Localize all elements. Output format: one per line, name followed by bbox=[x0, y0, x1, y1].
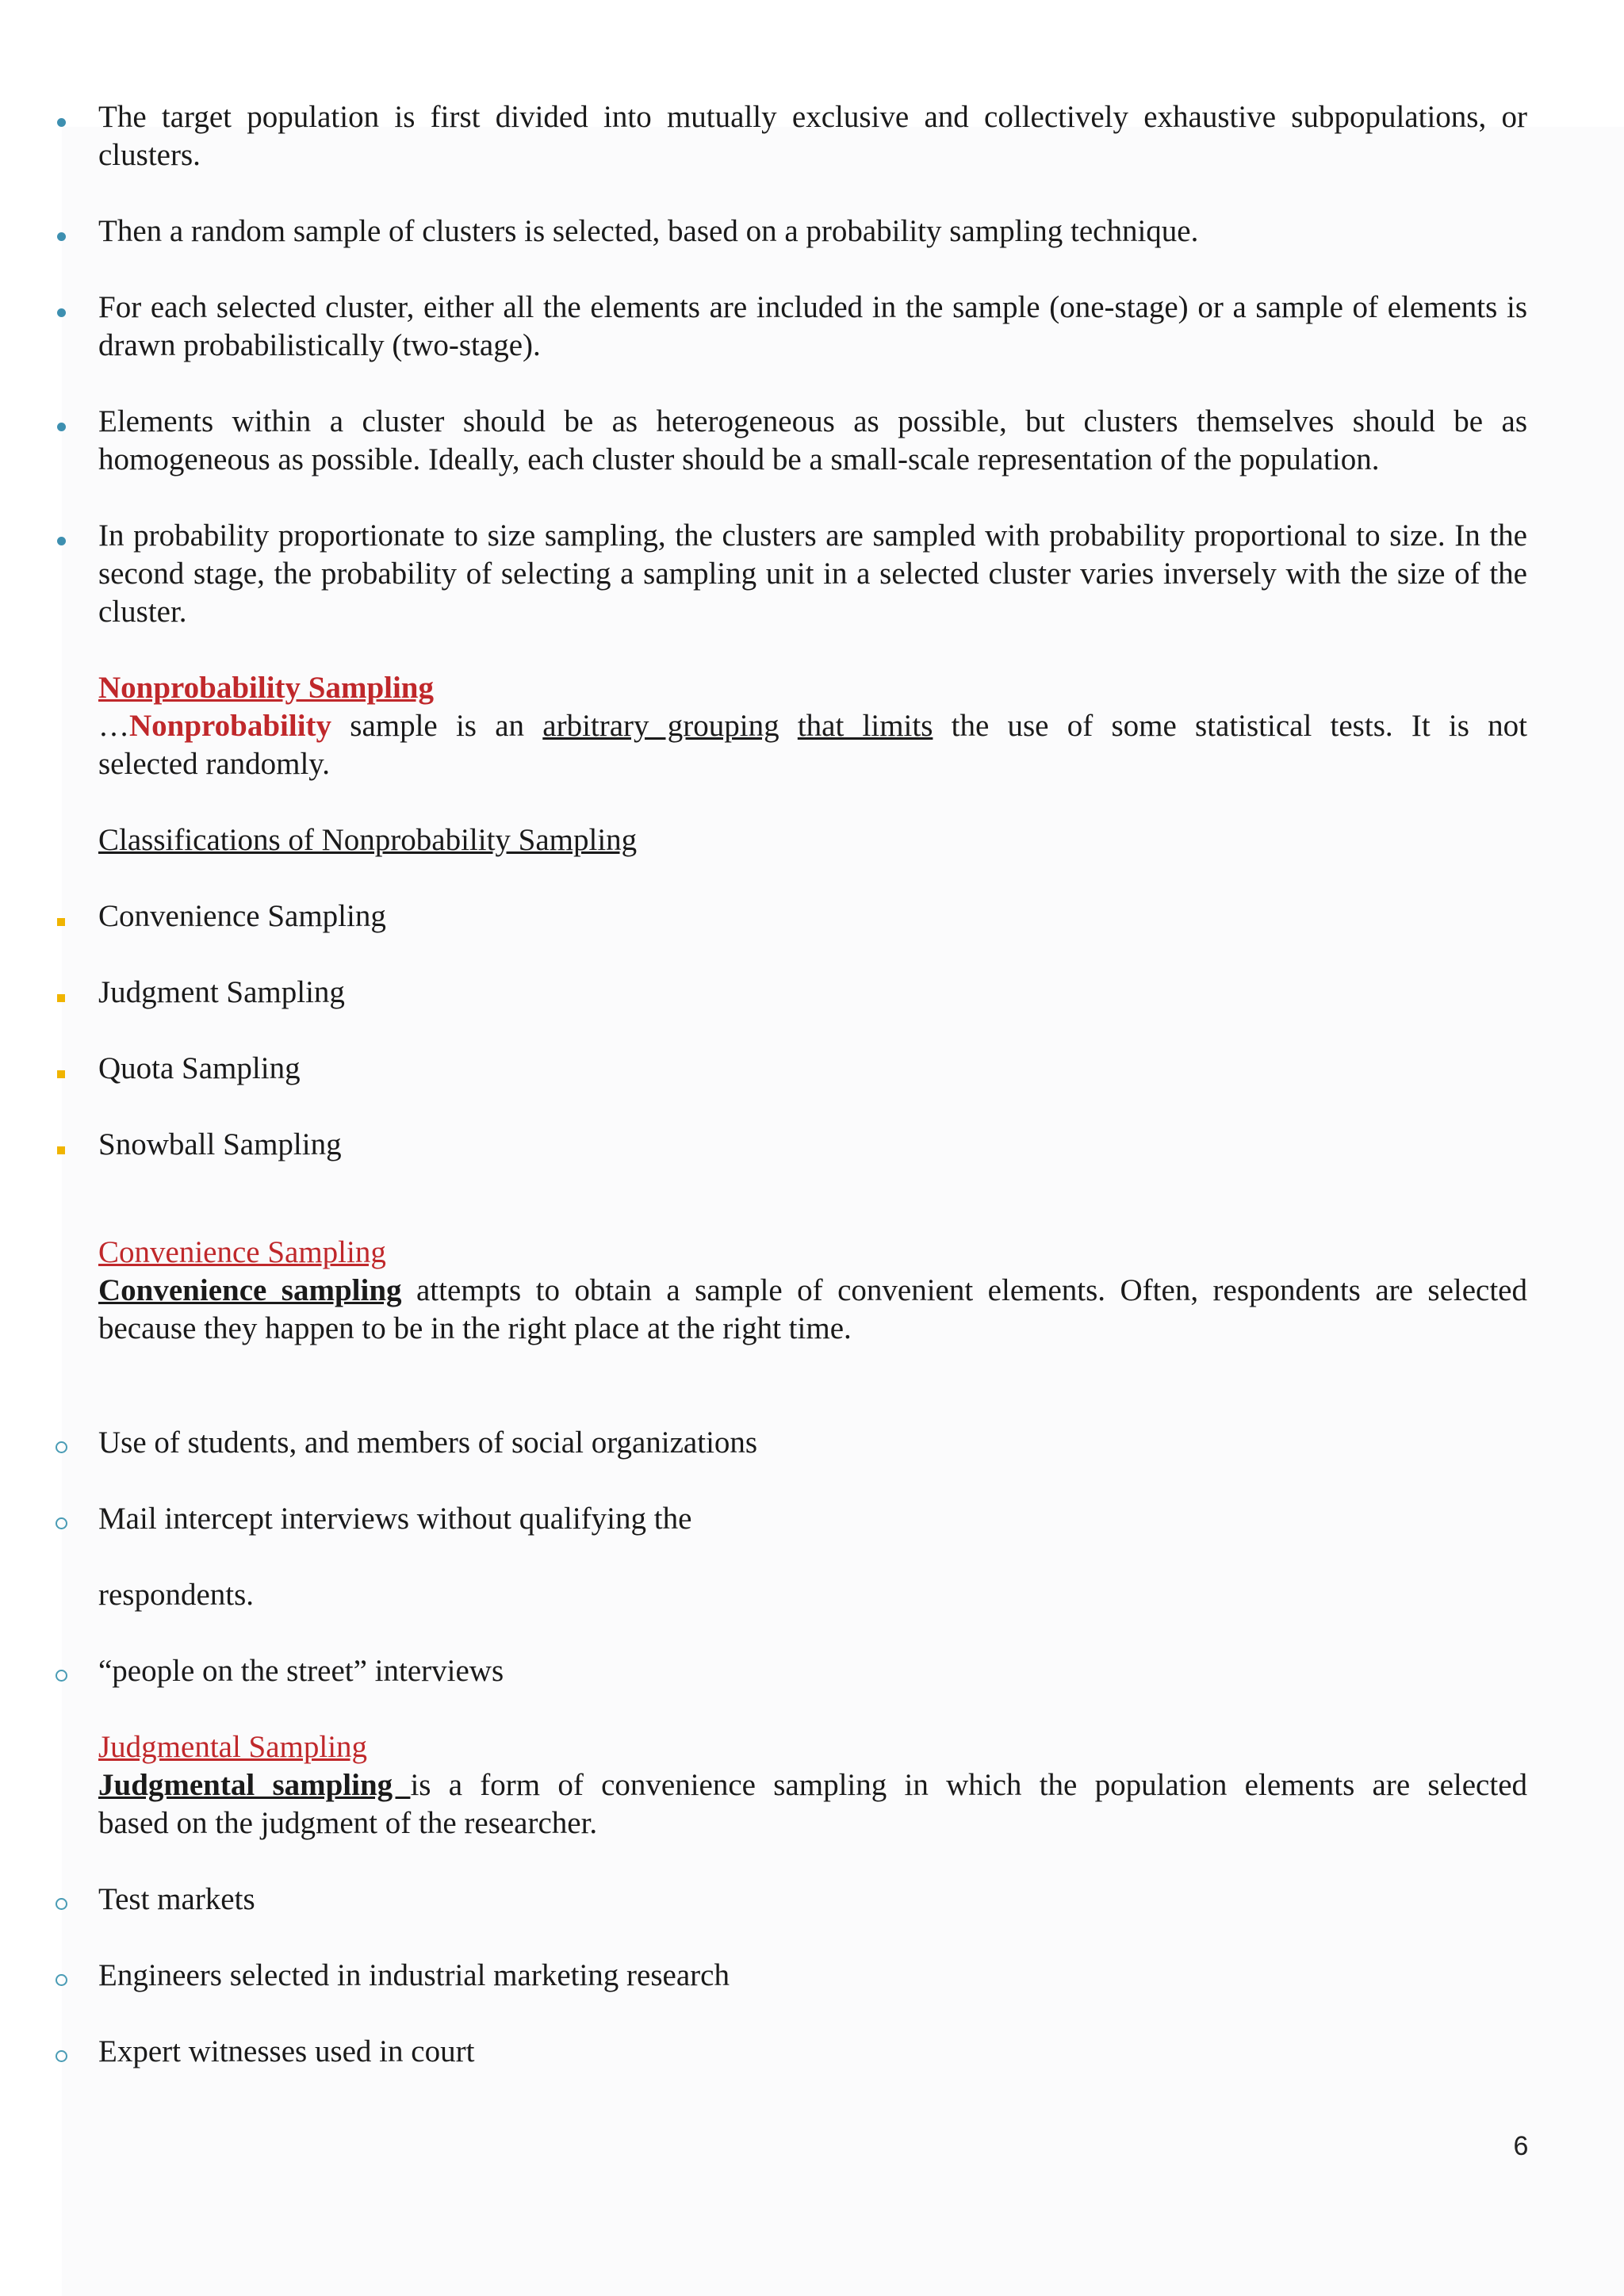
defined-term: Convenience sampling bbox=[98, 1273, 402, 1307]
list-item: Mail intercept interviews without qualifying the bbox=[98, 1502, 692, 1536]
convenience-heading: Convenience Sampling bbox=[98, 1235, 386, 1269]
judgmental-heading: Judgmental Sampling bbox=[98, 1730, 368, 1764]
list-item: Snowball Sampling bbox=[98, 1127, 342, 1161]
list-item: Then a random sample of clusters is selected, based on a probability sampling technique. bbox=[98, 214, 1199, 248]
bullet-circle bbox=[49, 1957, 73, 1996]
defined-term: Judgmental sampling bbox=[98, 1768, 411, 1802]
list-item: Engineers selected in industrial marketing research bbox=[98, 1958, 730, 1992]
definition-line: because they happen to be in the right place at the right time. bbox=[98, 1311, 852, 1345]
bullet-dot bbox=[49, 289, 73, 327]
list-item: Test markets bbox=[98, 1882, 255, 1916]
bullet-square bbox=[49, 897, 73, 936]
bullet-circle bbox=[49, 1652, 73, 1691]
bullet-square bbox=[49, 1126, 73, 1164]
bullet-circle bbox=[49, 1881, 73, 1919]
list-item: In probability proportionate to size sampling, the clusters are sampled with probability proportional to size. In the second stage, the probability of selecting a sampling unit in a selected cluster varies inversely with the size of the cluster. bbox=[98, 519, 1527, 629]
bullet-circle bbox=[49, 1424, 73, 1463]
bullet-dot bbox=[49, 403, 73, 441]
list-item-continuation: respondents. bbox=[98, 1578, 255, 1612]
bullet-square bbox=[49, 974, 73, 1012]
bullet-circle bbox=[49, 2033, 73, 2072]
bullet-circle bbox=[49, 1500, 73, 1539]
bullet-dot bbox=[49, 212, 73, 251]
section-heading bbox=[98, 1234, 1527, 1272]
list-item: Judgment Sampling bbox=[98, 975, 345, 1009]
section-heading bbox=[98, 669, 1527, 707]
bullet-dot bbox=[49, 98, 73, 136]
list-item: “people on the street” interviews bbox=[98, 1654, 504, 1688]
classifications-heading: Classifications of Nonprobability Sampling bbox=[98, 823, 638, 857]
list-item: Expert witnesses used in court bbox=[98, 2034, 475, 2068]
bullet-dot bbox=[49, 517, 73, 555]
list-item: The target population is first divided into mutually exclusive and collectively exhaustive subpopulations, or clusters. bbox=[98, 100, 1527, 172]
definition-line: based on the judgment of the researcher. bbox=[98, 1806, 598, 1840]
list-item: Convenience Sampling bbox=[98, 899, 386, 933]
definition-paragraph: …Nonprobability sample is an arbitrary grouping that limits the use of some statistical tests. It is not bbox=[98, 709, 1527, 743]
bullet-square bbox=[49, 1050, 73, 1088]
list-item: Elements within a cluster should be as heterogeneous as possible, but clusters themselves should be as homogeneous as possible. Ideally, each cluster should be a small-scale representation of the population. bbox=[98, 404, 1527, 476]
definition-paragraph: Judgmental sampling is a form of convenience sampling in which the population elements are selected bbox=[98, 1768, 1528, 1802]
list-item: Quota Sampling bbox=[98, 1051, 301, 1085]
section-heading bbox=[98, 1728, 1527, 1766]
definition-paragraph: Convenience sampling attempts to obtain a sample of convenient elements. Often, respondents are selected bbox=[98, 1273, 1527, 1307]
underlined-phrase: arbitrary grouping bbox=[542, 709, 779, 743]
list-item: Use of students, and members of social organizations bbox=[98, 1425, 758, 1460]
underlined-phrase: that limits bbox=[797, 709, 933, 743]
page-number: 6 bbox=[1513, 2131, 1529, 2161]
list-item: For each selected cluster, either all the elements are included in the sample (one-stage) or a sample of elements is drawn probabilistically (two-stage). bbox=[98, 290, 1527, 362]
subheading bbox=[98, 821, 1527, 859]
definition-line: selected randomly. bbox=[98, 747, 331, 781]
nonprobability-heading: Nonprobability Sampling bbox=[98, 671, 435, 705]
defined-term: Nonprobability bbox=[129, 709, 332, 743]
